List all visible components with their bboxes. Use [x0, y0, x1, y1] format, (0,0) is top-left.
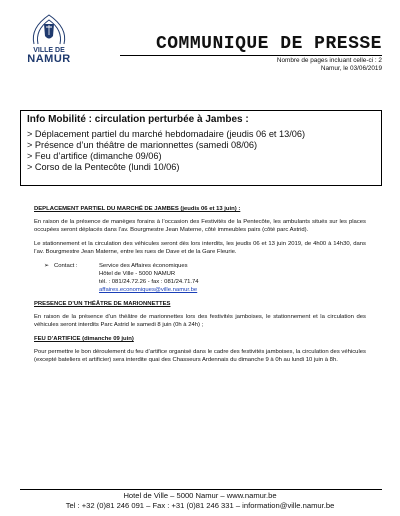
- logo-line1: VILLE DE: [33, 47, 65, 54]
- section-heading-market: DEPLACEMENT PARTIEL DU MARCHÉ DE JAMBES (jeudis 06 et 13 juin) :: [34, 206, 241, 212]
- meta-date: Namur, le 03/06/2019: [320, 65, 382, 72]
- logo-line2: NAMUR: [27, 53, 71, 65]
- page-title: COMMUNIQUE DE PRESSE: [155, 34, 382, 54]
- contact-service: Service des Affaires économiques: [99, 263, 188, 269]
- info-box-title: Info Mobilité : circulation perturbée à Jambes :: [27, 114, 249, 125]
- footer-line2: Tel : +32 (0)81 246 091 – Fax : +31 (0)81 246 331 – information@ville.namur.be: [65, 501, 335, 510]
- contact-address: Hôtel de Ville - 5000 NAMUR: [99, 271, 176, 277]
- main-content: [34, 205, 366, 370]
- contact-phone: tél. : 081/24.72.26 - fax : 081/24.71.74: [99, 279, 199, 285]
- header-divider: [120, 55, 382, 56]
- arrow-bullet-icon: ➢: [44, 263, 49, 269]
- contact-label: Contact :: [54, 263, 78, 269]
- meta-pages: Nombre de pages incluant celle-ci : 2: [276, 57, 382, 64]
- footer-divider: [20, 489, 382, 490]
- paragraph: En raison de la présence d’un théâtre de marionnettes lors des festivités jamboises, le stationnement et la circulation des véhicules seront interdits Parc Astrid le samedi 8 juin (0h à 24h) ;: [34, 314, 366, 328]
- footer: [0, 491, 400, 511]
- section-heading-fireworks: FEU D’ARTIFICE (dimanche 09 juin): [34, 336, 134, 342]
- contact-lines: [99, 262, 199, 294]
- info-item: > Présence d’un théâtre de marionnettes (samedi 08/06): [27, 140, 258, 150]
- paragraph: Pour permettre le bon déroulement du feu d’artifice organisé dans le cadre des festivités jamboises, la circulation des véhicules (excepté bateliers et artificier) sera interdite quai des Chasseurs Ardennais du dimanche 9 à 0h au lundi 10 juin à 8h.: [34, 349, 366, 363]
- info-item: > Déplacement partiel du marché hebdomadaire (jeudis 06 et 13/06): [27, 129, 306, 139]
- info-item: > Feu d’artifice (dimanche 09/06): [27, 151, 162, 161]
- logo-caption: [20, 46, 78, 64]
- section-heading-puppets: PRESENCE D’UN THÉÂTRE DE MARIONNETTES: [34, 301, 171, 307]
- info-item: > Corso de la Pentecôte (lundi 10/06): [27, 162, 180, 172]
- footer-line1: Hotel de Ville – 5000 Namur – www.namur.be: [123, 491, 277, 500]
- paragraph: En raison de la présence de manèges forains à l’occasion des Festivités de la Pentecôte, les ambulants situés sur les places occupées seront déplacés dans l’av. Bourgmestre Jean Materne, côté immeubles pairs (côté parc Astrid).: [34, 219, 366, 233]
- contact-block: [44, 262, 366, 294]
- header-meta: [277, 57, 382, 73]
- contact-email-link[interactable]: affaires.economiques@ville.namur.be: [99, 287, 198, 293]
- paragraph: Le stationnement et la circulation des véhicules seront dès lors interdits, les jeudis 06 et 13 juin 2019, de 4h00 à 14h30, dans l’av. Bourgmestre Jean Materne, entre les rues de Dave et de la Gare Fleurie.: [34, 241, 366, 255]
- info-box: [20, 110, 382, 186]
